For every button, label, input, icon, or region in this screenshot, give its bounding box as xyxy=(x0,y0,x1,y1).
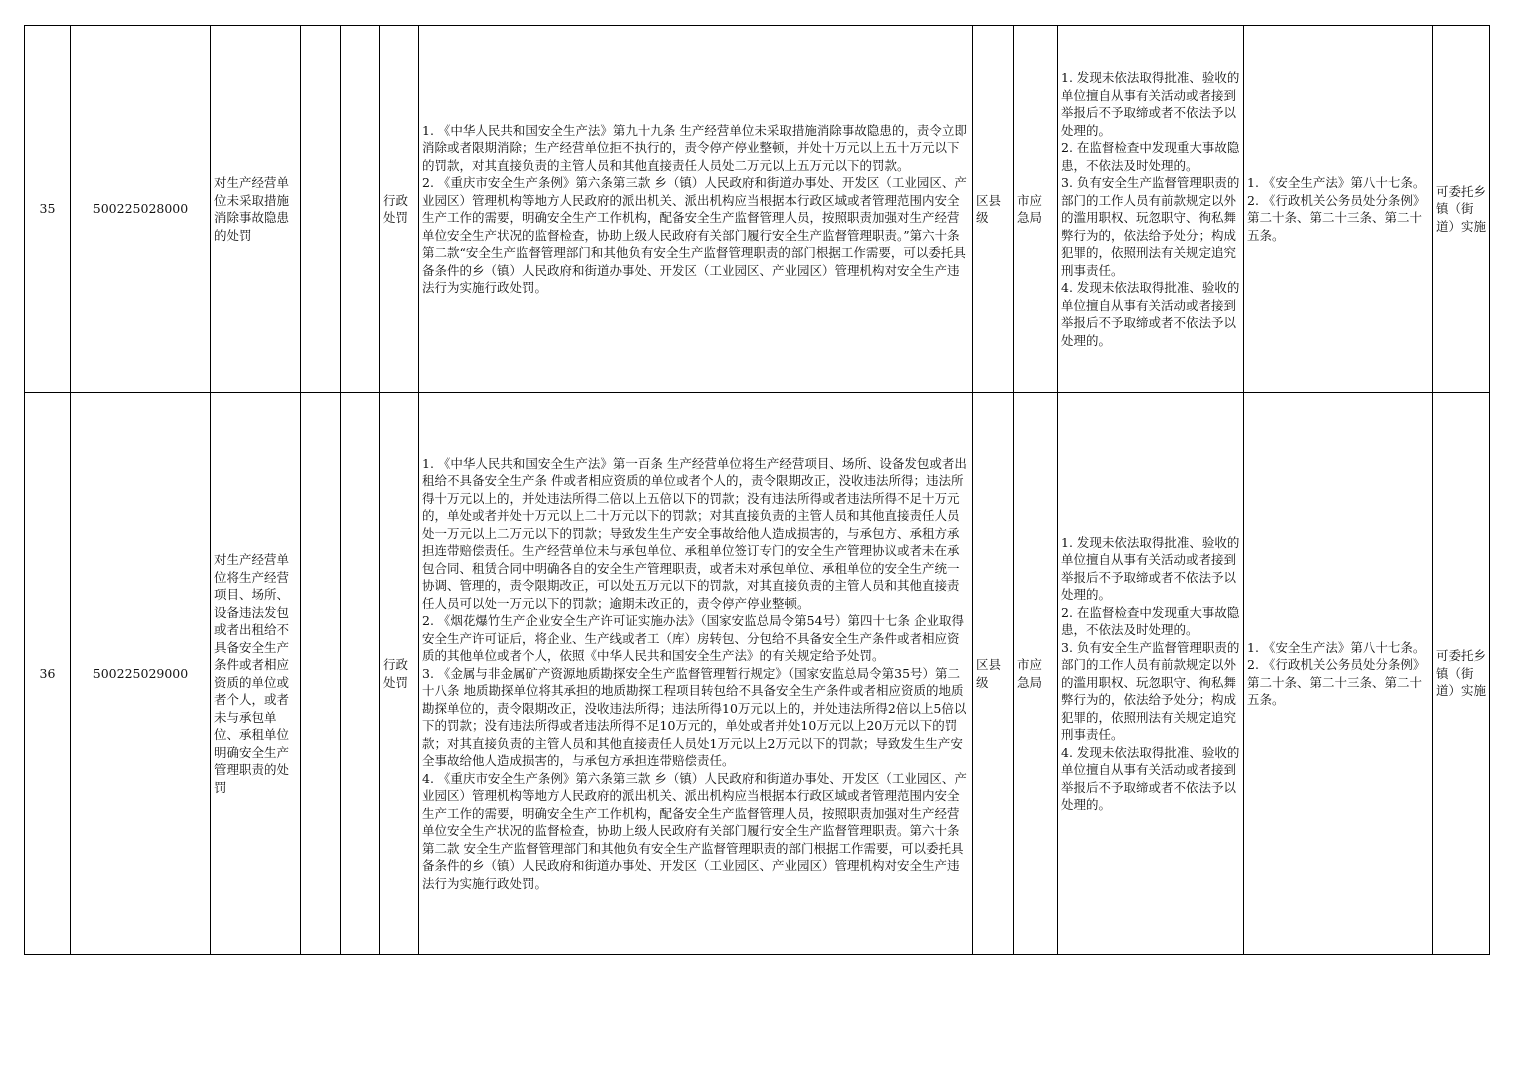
dept-cell: 市应急局 xyxy=(1014,26,1058,393)
empty-cell xyxy=(301,26,341,393)
seq-cell: 36 xyxy=(25,393,71,955)
liability-basis-cell xyxy=(1244,26,1433,393)
liability-item: 1. 发现未依法取得批准、验收的单位擅自从事有关活动或者接到举报后不予取缔或者不依法予以处理的。 xyxy=(1061,534,1240,602)
legal-basis-item: 4. 《重庆市安全生产条例》第六条第三款 乡（镇）人民政府和街道办事处、开发区（工业园区、产业园区）管理机构等地方人民政府的派出机关、派出机构应当根据本行政区域或者管理范围内安全生产工作的需要，明确安全生产工作机构，配备安全生产监督管理人员，按照职责加强对生产经营单位安全生产状况的监督检查，协助上级人民政府有关部门履行安全生产监督管理职责。第六十条第二款 安全生产监督管理部门和其他负有安全生产监督管理职责的部门根据工作需要，可以委托具备条件的乡（镇）人民政府和街道办事处、开发区（工业园区、产业园区）管理机构对安全生产违法行为实施行政处罚。 xyxy=(422,770,967,891)
power-list-table xyxy=(24,25,1490,955)
legal-basis-item: 1. 《中华人民共和国安全生产法》第一百条 生产经营单位将生产经营项目、场所、设备发包或者出租给不具备安全生产条 件或者相应资质的单位或者个人的，责令限期改正，没收违法所得；违法所得十万元以上的，并处违法所得二倍以上五倍以下的罚款；没有违法所得或者违法所得不足十万元的，单处或者并处十万元以上二十万元以下的罚款；对其直接负责的主管人员和其他直接责任人员处一万元以上二万元以下的罚款；导致发生生产安全事故给他人造成损害的，与承包方、承租方承担连带赔偿责任。生产经营单位未与承包单位、承租单位签订专门的安全生产管理协议或者未在承包合同、租赁合同中明确各自的安全生产管理职责，或者未对承包单位、承租单位的安全生产统一协调、管理的，责令限期改正，可以处五万元以下的罚款，对其直接负责的主管人员和其他直接责任人员可以处一万元以下的罚款；逾期未改正的，责令停产停业整顿。 xyxy=(422,455,967,611)
liability-item: 3. 负有安全生产监督管理职责的部门的工作人员有前款规定以外的滥用职权、玩忽职守、徇私舞弊行为的，依法给予处分；构成犯罪的，依照刑法有关规定追究刑事责任。 xyxy=(1061,175,1240,278)
liability-item: 2. 在监督检查中发现重大事故隐患，不依法及时处理的。 xyxy=(1061,140,1240,173)
level-cell: 区县级 xyxy=(973,393,1014,955)
legal-basis-item: 2. 《重庆市安全生产条例》第六条第三款 乡（镇）人民政府和街道办事处、开发区（工业园区、产业园区）管理机构等地方人民政府的派出机关、派出机构应当根据本行政区域或者管理范围内安全生产工作的需要，明确安全生产工作机构，配备安全生产监督管理人员，按照职责加强对生产经营单位安全生产状况的监督检查，协助上级人民政府有关部门履行安全生产监督管理职责。”第六十条第二款“安全生产监督管理部门和其他负有安全生产监督管理职责的部门根据工作需要，可以委托具备条件的乡（镇）人民政府和街道办事处、开发区（工业园区、产业园区）管理机构对安全生产违法行为实施行政处罚。 xyxy=(422,175,967,295)
liability-item: 2. 在监督检查中发现重大事故隐患，不依法及时处理的。 xyxy=(1061,604,1240,637)
legal-basis-cell xyxy=(419,393,973,955)
liability-item: 4. 发现未依法取得批准、验收的单位擅自从事有关活动或者接到举报后不予取缔或者不依法予以处理的。 xyxy=(1061,280,1240,348)
code-cell: 500225028000 xyxy=(71,26,211,393)
empty-cell xyxy=(341,393,380,955)
liability-cell xyxy=(1058,26,1244,393)
remark-cell: 可委托乡镇（街道）实施 xyxy=(1433,26,1490,393)
seq-cell: 35 xyxy=(25,26,71,393)
liability-basis-item: 1. 《安全生产法》第八十七条。 xyxy=(1247,175,1426,190)
empty-cell xyxy=(301,393,341,955)
table-row xyxy=(25,26,1490,393)
code-cell: 500225029000 xyxy=(71,393,211,955)
liability-basis-item: 2. 《行政机关公务员处分条例》第二十条、第二十三条、第二十五条。 xyxy=(1247,192,1426,243)
category-cell: 行政处罚 xyxy=(380,26,419,393)
liability-item: 1. 发现未依法取得批准、验收的单位擅自从事有关活动或者接到举报后不予取缔或者不依法予以处理的。 xyxy=(1061,70,1240,138)
liability-item: 4. 发现未依法取得批准、验收的单位擅自从事有关活动或者接到举报后不予取缔或者不依法予以处理的。 xyxy=(1061,744,1240,812)
table-row xyxy=(25,393,1490,955)
legal-basis-item: 2. 《烟花爆竹生产企业安全生产许可证实施办法》（国家安监总局令第54号）第四十七条 企业取得安全生产许可证后，将企业、生产线或者工（库）房转包、分包给不具备安全生产条件或者相应资质的其他单位或者个人，依照《中华人民共和国安全生产法》的有关规定给予处罚。 xyxy=(422,613,965,664)
liability-cell xyxy=(1058,393,1244,955)
liability-basis-item: 2. 《行政机关公务员处分条例》第二十条、第二十三条、第二十五条。 xyxy=(1247,657,1426,707)
dept-cell: 市应急局 xyxy=(1014,393,1058,955)
legal-basis-item: 3. 《金属与非金属矿产资源地质勘探安全生产监督管理暂行规定》（国家安监总局令第35号）第二十八条 地质勘探单位将其承担的地质勘探工程项目转包给不具备安全生产条件或者相应资质的地质勘探单位的，责令限期改正，没收违法所得；违法所得10万元以上的，并处违法所得2倍以上5倍以下的罚款；没有违法所得或者违法所得不足10万元的，单处或者并处10万元以上20万元以下的罚款；对其直接负责的主管人员和其他直接责任人员处1万元以上2万元以下的罚款；导致发生生产安全事故给他人造成损害的，与承包方承担连带赔偿责任。 xyxy=(422,665,967,769)
level-cell: 区县级 xyxy=(973,26,1014,393)
category-cell: 行政处罚 xyxy=(380,393,419,955)
remark-cell: 可委托乡镇（街道）实施 xyxy=(1433,393,1490,955)
item-name-cell: 对生产经营单位将生产经营项目、场所、设备违法发包或者出租给不具备安全生产条件或者相应资质的单位或者个人，或者未与承包单位、承租单位明确安全生产管理职责的处罚 xyxy=(211,393,301,955)
liability-basis-item: 1. 《安全生产法》第八十七条。 xyxy=(1247,639,1426,655)
liability-item: 3. 负有安全生产监督管理职责的部门的工作人员有前款规定以外的滥用职权、玩忽职守、徇私舞弊行为的，依法给予处分；构成犯罪的，依照刑法有关规定追究刑事责任。 xyxy=(1061,639,1240,742)
legal-basis-item: 1. 《中华人民共和国安全生产法》第九十九条 生产经营单位未采取措施消除事故隐患的，责令立即消除或者限期消除；生产经营单位拒不执行的，责令停产停业整顿，并处十万元以上五十万元以下的罚款，对其直接负责的主管人员和其他直接责任人员处二万元以上五万元以下的罚款。 xyxy=(422,122,967,173)
item-name-cell: 对生产经营单位未采取措施消除事故隐患的处罚 xyxy=(211,26,301,393)
legal-basis-cell xyxy=(419,26,973,393)
empty-cell xyxy=(341,26,380,393)
liability-basis-cell xyxy=(1244,393,1433,955)
